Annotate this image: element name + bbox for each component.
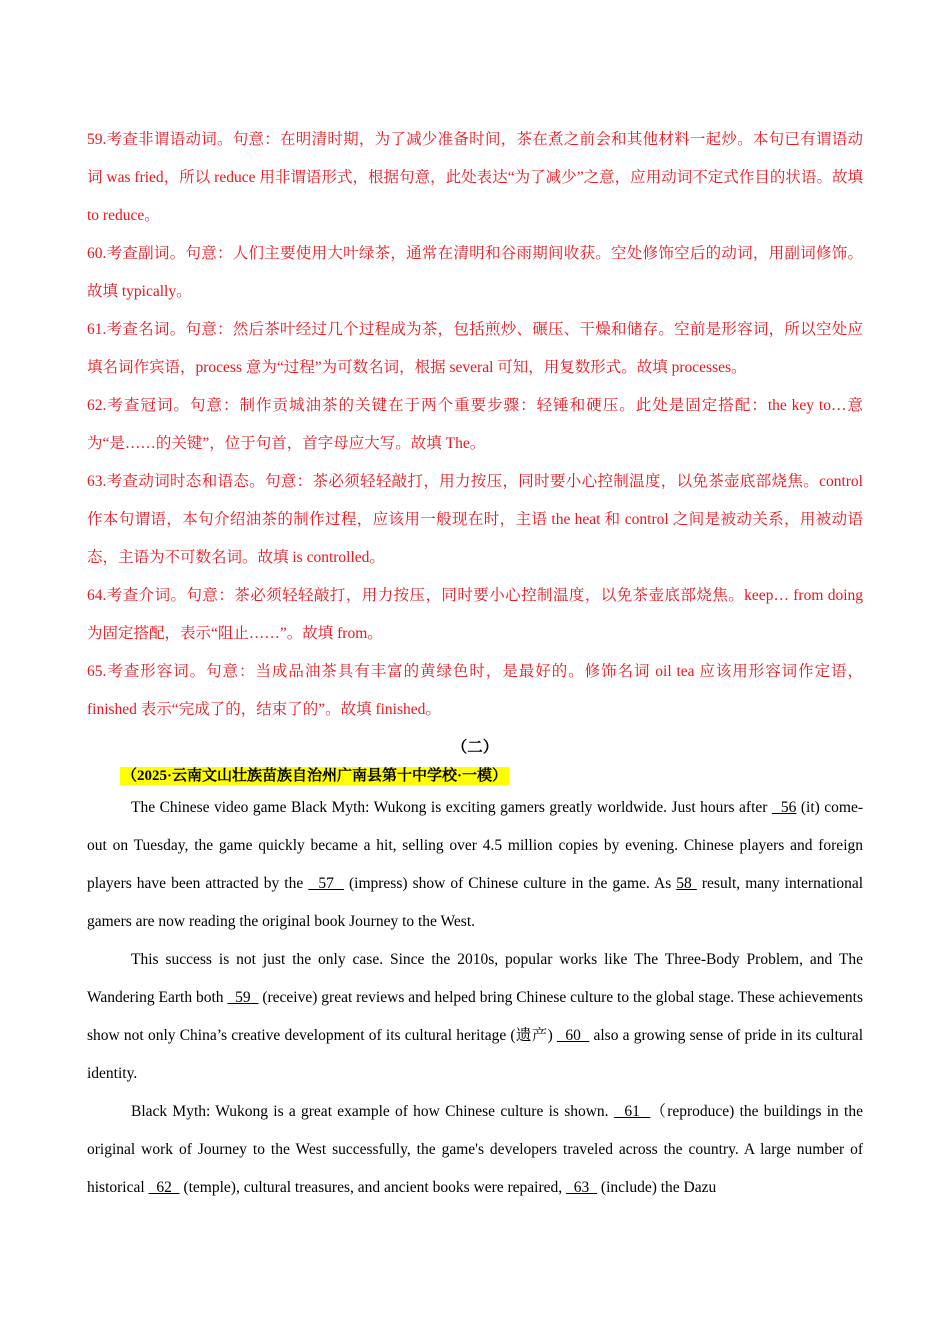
blank-63: 63	[566, 1179, 598, 1196]
blank-57: 57	[308, 875, 344, 892]
blank-59: 59	[227, 989, 259, 1006]
explanation-65: 65.考查形容词。句意：当成品油茶具有丰富的黄绿色时，是最好的。修饰名词 oil tea 应该用形容词作定语，finished 表示“完成了的，结束了的”。故填 finished。	[87, 663, 863, 718]
explanation-64: 64.考查介词。句意：茶必须轻轻敲打，用力按压，同时要小心控制温度，以免茶壶底部烧焦。keep… from doing 为固定搭配，表示“阻止……”。故填 from。	[87, 587, 863, 642]
blank-58: 58	[676, 875, 697, 892]
passage-text: The Chinese video game Black Myth: Wukong is exciting gamers greatly worldwide. Just hours after	[131, 799, 772, 816]
explanation-63: 63.考查动词时态和语态。句意：茶必须轻轻敲打，用力按压，同时要小心控制温度，以免茶壶底部烧焦。control 作本句谓语，本句介绍油茶的制作过程，应该用一般现在时，主语 the heat 和 control 之间是被动关系，用被动语态，主语为不可数名词。故填 is controlled。	[87, 473, 863, 566]
passage-text: also a growing sense of pride in its cultural identity.	[87, 1027, 863, 1082]
passage-text: （reproduce) the buildings in the original work of Journey to the West successfully, the game's developers traveled across the country. A large number of historical	[87, 1103, 863, 1196]
passage-text: (it) come-out on Tuesday, the game quickly became a hit, selling over 4.5 million copies by evening. Chinese players and foreign players have been attracted by the	[87, 799, 864, 892]
passage-paragraph-2	[87, 941, 863, 1093]
source-tag: （2025·云南文山壮族苗族自治州广南县第十中学校·一模）	[122, 768, 508, 784]
explanation-60: 60.考查副词。句意：人们主要使用大叶绿茶，通常在清明和谷雨期间收获。空处修饰空后的动词，用副词修饰。故填 typically。	[87, 245, 863, 300]
blank-60: 60	[556, 1027, 590, 1044]
passage-text: result, many international gamers are now reading the original book Journey to the West.	[87, 875, 864, 930]
passage-text: Black Myth: Wukong is a great example of how Chinese culture is shown.	[131, 1103, 614, 1120]
answer-explanations	[87, 121, 863, 729]
passage-text: (receive) great reviews and helped bring Chinese culture to the global stage. These achievements show not only China’s creative development of its cultural heritage (遗产)	[87, 989, 863, 1044]
explanation-61: 61.考查名词。句意：然后茶叶经过几个过程成为茶，包括煎炒、碾压、干燥和储存。空前是形容词，所以空处应填名词作宾语，process 意为“过程”为可数名词，根据 several 可知，用复数形式。故填 processes。	[87, 321, 863, 376]
document-page	[87, 121, 863, 1207]
explanation-59: 59.考查非谓语动词。句意：在明清时期，为了减少准备时间，茶在煮之前会和其他材料一起炒。本句已有谓语动词 was fried，所以 reduce 用非谓语形式，根据句意，此处表达“为了减少”之意，应用动词不定式作目的状语。故填 to reduce。	[87, 131, 863, 224]
blank-56: 56	[771, 799, 797, 816]
section-title: （二）	[451, 739, 499, 756]
explanation-62: 62.考查冠词。句意：制作贡城油茶的关键在于两个重要步骤：轻锤和硬压。此处是固定搭配：the key to…意为“是……的关键”，位于句首，首字母应大写。故填 The。	[87, 397, 863, 452]
reading-passage	[87, 789, 863, 1207]
source-line	[120, 765, 863, 787]
blank-62: 62	[148, 1179, 180, 1196]
blank-61: 61	[613, 1103, 651, 1120]
passage-text: (impress) show of Chinese culture in the game. As	[343, 875, 677, 892]
passage-text: This success is not just the only case. Since the 2010s, popular works like The Three-Body Problem, and The Wandering Earth both	[87, 951, 863, 1006]
passage-paragraph-3	[87, 1093, 863, 1207]
passage-text: (temple), cultural treasures, and ancient books were repaired,	[179, 1179, 567, 1196]
passage-text: (include) the Dazu	[597, 1179, 717, 1196]
passage-paragraph-1	[87, 789, 863, 941]
